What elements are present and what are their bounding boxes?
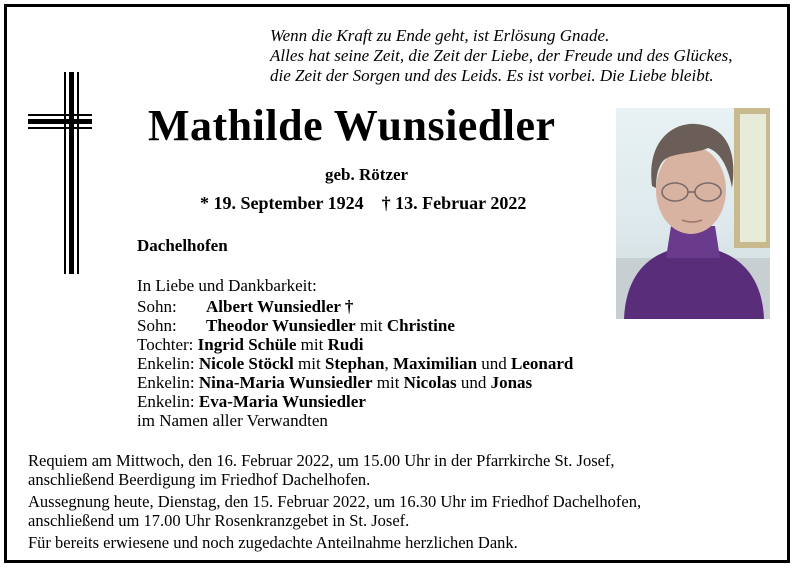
mourner-name: Leonard [511, 354, 574, 373]
mourner-name: Jonas [490, 373, 533, 392]
birth-name: geb. Rötzer [325, 165, 409, 184]
mourners-closing: im Namen aller Verwandten [137, 411, 328, 430]
mourner-name: Rudi [327, 335, 364, 354]
connector: mit [372, 373, 404, 392]
quote-line: Wenn die Kraft zu Ende geht, ist Erlösung Gnade. [270, 26, 610, 45]
mourner-name: Nicolas [403, 373, 457, 392]
quote-line: die Zeit der Sorgen und des Leids. Es ist vorbei. Die Liebe bleibt. [270, 66, 714, 85]
mourner-name: Ingrid Schüle [197, 335, 297, 354]
mourner-name: Nicole Stöckl [198, 354, 294, 373]
connector: mit [296, 335, 328, 354]
mourners-list [137, 297, 573, 430]
birth-date: * 19. September 1924 [200, 193, 364, 213]
thanks-notice: Für bereits erwiesene und noch zugedachte Anteilnahme herzlichen Dank. [28, 533, 518, 552]
connector: und [477, 354, 512, 373]
list-item [137, 316, 573, 335]
relation: Tochter: [137, 335, 194, 354]
portrait-photo [616, 108, 770, 319]
quote-line: Alles hat seine Zeit, die Zeit der Liebe, der Freude und des Glückes, [270, 46, 733, 65]
relation: Enkelin: [137, 373, 195, 392]
death-date: † 13. Februar 2022 [381, 193, 527, 213]
mourners-intro: In Liebe und Dankbarkeit: [137, 276, 317, 295]
deceased-name: Mathilde Wunsiedler [148, 101, 556, 150]
residence: Dachelhofen [137, 236, 228, 255]
requiem-notice [28, 451, 770, 489]
relation: Sohn: [137, 297, 177, 316]
list-item [137, 373, 573, 392]
list-item [137, 297, 573, 316]
list-item [137, 335, 573, 354]
blessing-notice [28, 492, 770, 530]
requiem-line: anschließend Beerdigung im Friedhof Dachelhofen. [28, 470, 371, 489]
connector: mit [355, 316, 387, 335]
blessing-line: anschließend um 17.00 Uhr Rosenkranzgebet in St. Josef. [28, 511, 410, 530]
requiem-line: Requiem am Mittwoch, den 16. Februar 2022, um 15.00 Uhr in der Pfarrkirche St. Josef, [28, 451, 615, 470]
mourner-name: Stephan [324, 354, 385, 373]
mourner-name: Maximilian [392, 354, 478, 373]
connector: mit [293, 354, 325, 373]
relation: Sohn: [137, 316, 177, 335]
connector: und [456, 373, 491, 392]
relation: Enkelin: [137, 392, 195, 411]
list-item [137, 392, 573, 411]
mourner-name: Albert Wunsiedler † [206, 297, 354, 316]
mourner-name: Eva-Maria Wunsiedler [198, 392, 366, 411]
mourner-name: Nina-Maria Wunsiedler [198, 373, 373, 392]
connector: , [384, 354, 393, 373]
mourner-name: Christine [386, 316, 455, 335]
cross-icon [28, 72, 92, 274]
blessing-line: Aussegnung heute, Dienstag, den 15. Februar 2022, um 16.30 Uhr im Friedhof Dachelhofen, [28, 492, 642, 511]
list-item [137, 354, 573, 373]
relation: Enkelin: [137, 354, 195, 373]
mourner-name: Theodor Wunsiedler [206, 316, 356, 335]
memorial-quote [270, 26, 733, 86]
life-dates [200, 193, 526, 214]
